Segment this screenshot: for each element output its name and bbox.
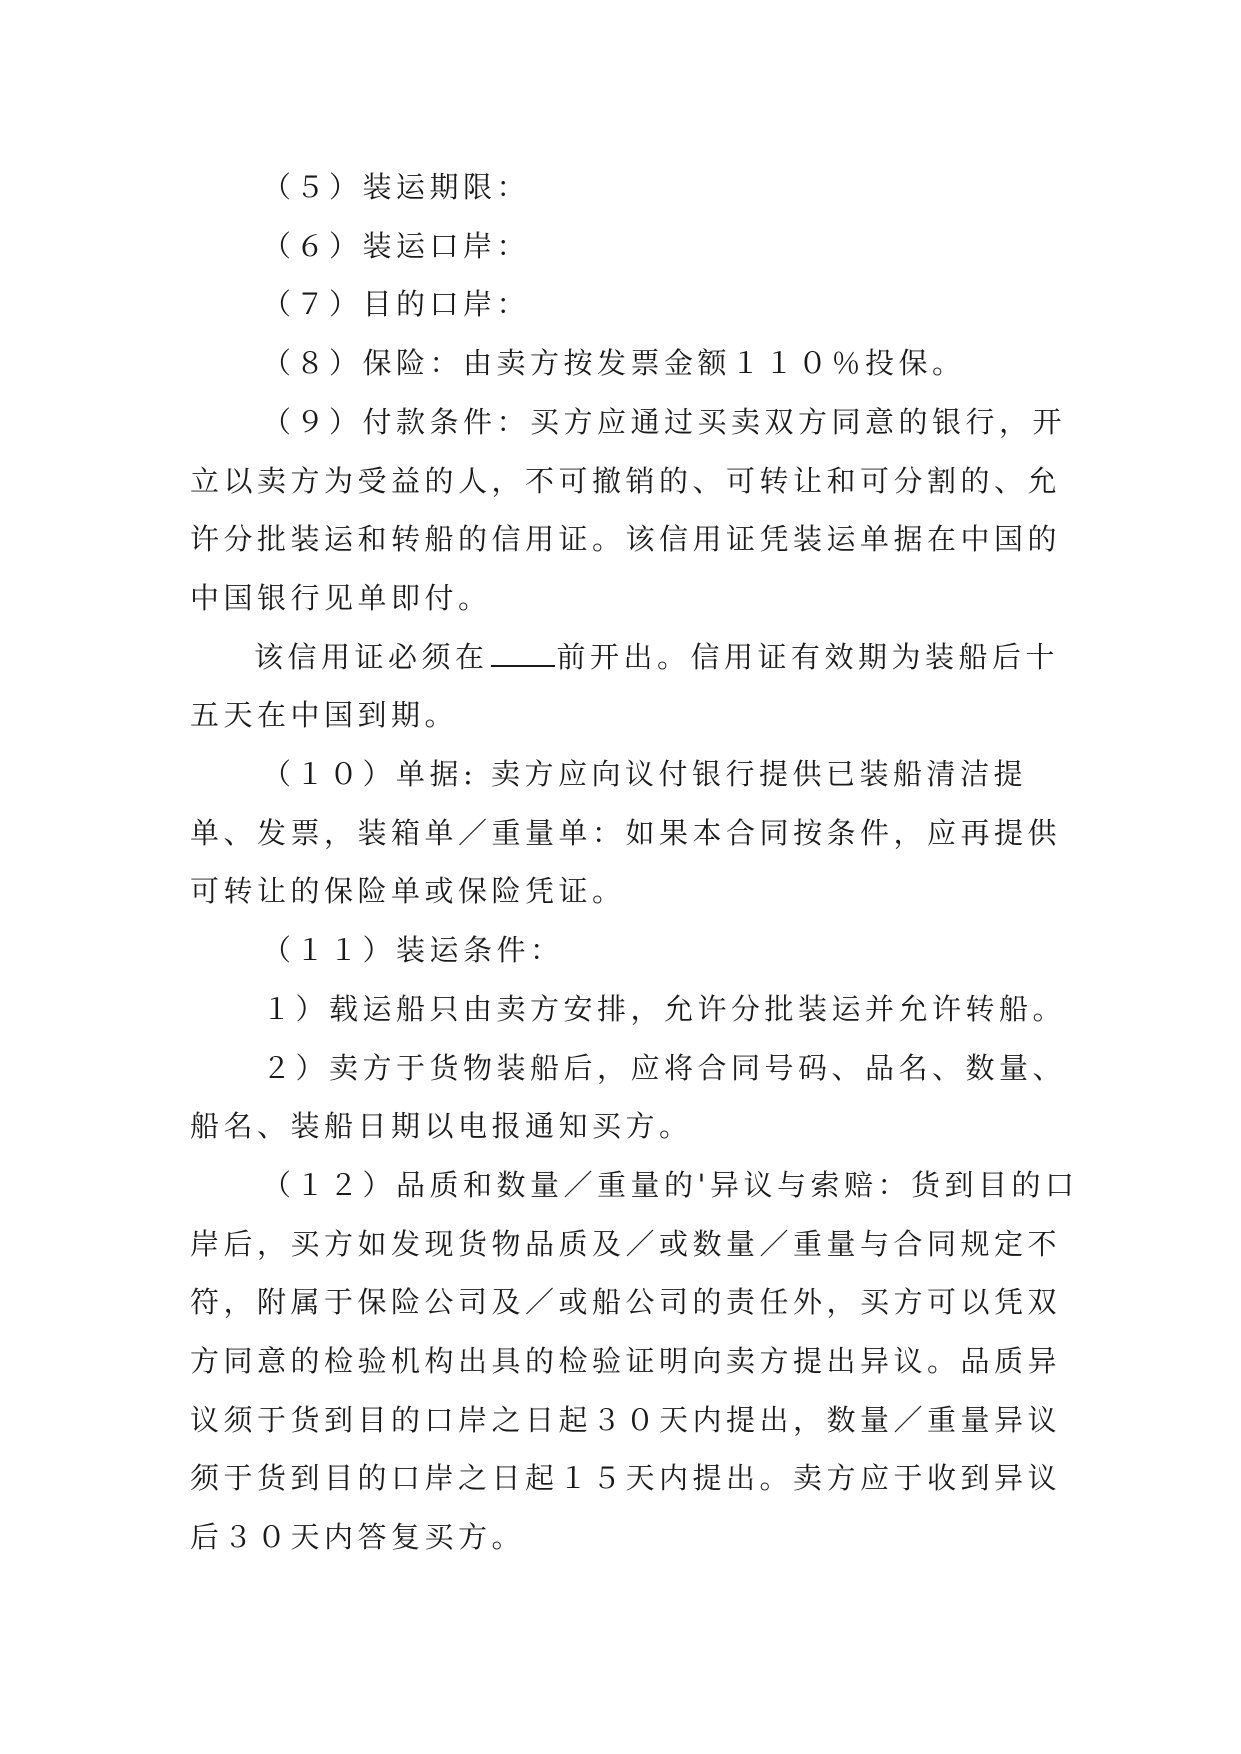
clause-9-payment-terms: （９）付款条件：买方应通过买卖双方同意的银行，开立以卖方为受益的人，不可撤销的、可转让和可分割的、允许分批装运和转船的信用证。该信用证凭装运单据在中国的中国银行见单即付。 xyxy=(190,404,1067,615)
clause-10-documents: （１０）单据: 卖方应向议付银行提供已装船清洁提单、发票，装箱单／重量单：如果本合同按条件，应再提供可转让的保险单或保险凭证。 xyxy=(190,757,1062,909)
clause-5-shipment-period: （５）装运期限： xyxy=(262,170,531,204)
lc-opening-prefix: 该信用证必须在 xyxy=(254,639,489,674)
clause-11-shipping-terms: （１１）装运条件： xyxy=(262,933,564,968)
blank-date-line xyxy=(491,635,555,667)
clause-8-insurance: （８）保险：由卖方按发票金额１１０％投保。 xyxy=(262,346,966,381)
shipping-term-2: ２）卖方于货物装船后，应将合同号码、品名、数量、船名、装船日期以电报通知买方。 xyxy=(190,1050,1067,1144)
shipping-term-1: １）载运船只由卖方安排，允许分批装运并允许转船。 xyxy=(262,991,1067,1026)
document-body xyxy=(190,158,1080,1567)
lc-opening-rest: 前开出。信用证有效期为装船后十五天在中国到期。 xyxy=(190,639,1060,733)
clause-7-port-of-destination: （７）目的口岸： xyxy=(262,287,531,322)
lc-opening-paragraph xyxy=(190,628,1080,745)
clause-12-claims: （１２）品质和数量／重量的'异议与索赔：货到目的口岸后，买方如发现货物品质及／或数量／重量与合同规定不符，附属于保险公司及／或船公司的责任外，买方可以凭双方同意的检验机构出具的检验证明向卖方提出异议。品质异议须于货到目的口岸之日起３０天内提出，数量／重量异议须于货到目的口岸之日起１５天内提出。卖方应于收到异议后３０天内答复买方。 xyxy=(190,1167,1079,1555)
clause-6-port-of-loading: （６）装运口岸： xyxy=(262,228,531,263)
